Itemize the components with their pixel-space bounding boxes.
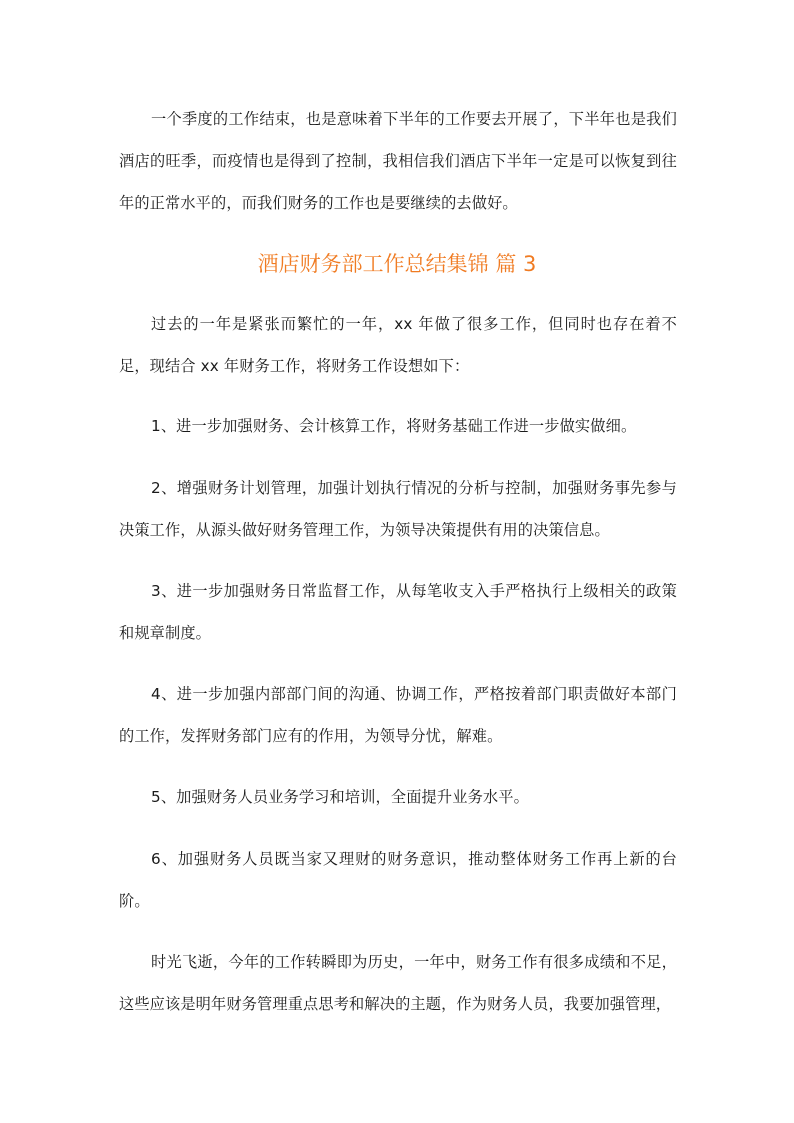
list-item-1: 1、进一步加强财务、会计核算工作，将财务基础工作进一步做实做细。 — [151, 417, 637, 435]
list-item-6: 6、加强财务人员既当家又理财的财务意识，推动整体财务工作再上新的台阶。 — [119, 850, 677, 910]
list-item-3: 3、进一步加强财务日常监督工作，从每笔收支入手严格执行上级相关的政策和规章制度。 — [119, 582, 677, 642]
list-item-5: 5、加强财务人员业务学习和培训，全面提升业务水平。 — [151, 788, 529, 806]
list-item-4: 4、进一步加强内部部门间的沟通、协调工作，严格按着部门职责做好本部门的工作，发挥财务部门应有的作用，为领导分忧，解难。 — [119, 685, 677, 745]
list-item-2: 2、增强财务计划管理，加强计划执行情况的分析与控制，加强财务事先参与决策工作，从源头做好财务管理工作，为领导决策提供有用的决策信息。 — [119, 479, 677, 539]
section-intro-paragraph: 过去的一年是紧张而繁忙的一年，xx 年做了很多工作，但同时也存在着不足，现结合 xx 年财务工作，将财务工作设想如下： — [119, 315, 677, 375]
section-title: 酒店财务部工作总结集锦 篇 3 — [257, 252, 537, 276]
intro-paragraph: 一个季度的工作结束，也是意味着下半年的工作要去开展了，下半年也是我们酒店的旺季，而疫情也是得到了控制，我相信我们酒店下半年一定是可以恢复到往年的正常水平的，而我们财务的工作也是要继续的去做好。 — [119, 110, 677, 212]
closing-paragraph: 时光飞逝，今年的工作转瞬即为历史，一年中，财务工作有很多成绩和不足，这些应该是明年财务管理重点思考和解决的主题，作为财务人员，我要加强管理， — [119, 953, 677, 1013]
